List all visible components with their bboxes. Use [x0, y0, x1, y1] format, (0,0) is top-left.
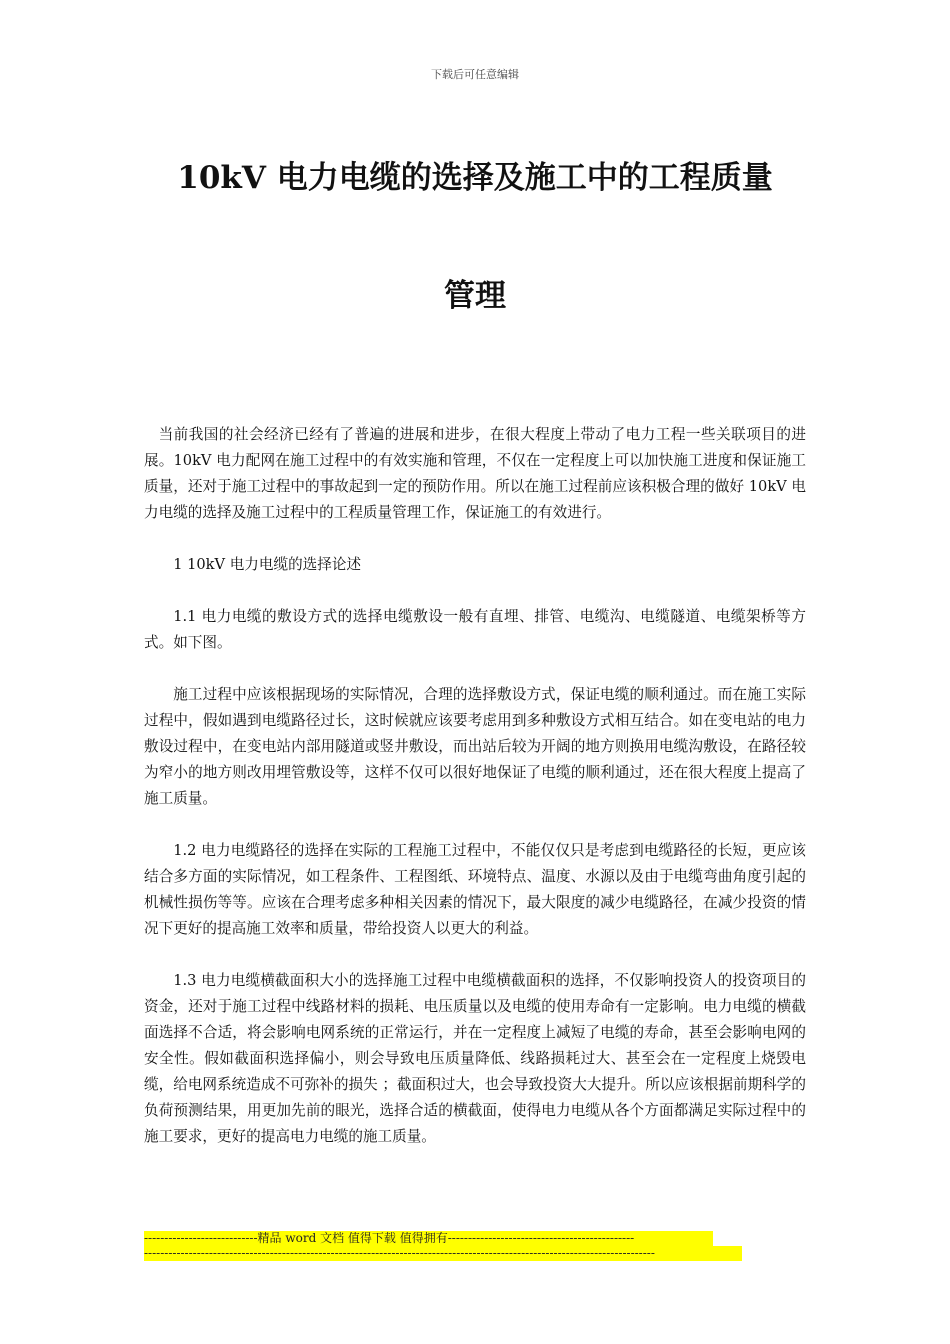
paragraph-1-3: 1.3 电力电缆横截面积大小的选择施工过程中电缆横截面积的选择，不仅影响投资人的投资项目的资金，还对于施工过程中线路材料的损耗、电压质量以及电缆的使用寿命有一定影响。电力电缆的横截面选择不合适，将会影响电网系统的正常运行，并在一定程度上减短了电缆的寿命，甚至会影响电网的安全性。假如截面积选择偏小，则会导致电压质量降低、线路损耗过大、甚至会在一定程度上烧毁电缆，给电网系统造成不可弥补的损失 ；截面积过大，也会导致投资大大提升。所以应该根据前期科学的负荷预测结果，用更加先前的眼光，选择合适的横截面，使得电力电缆从各个方面都满足实际过程中的施工要求，更好的提高电力电缆的施工质量。	[144, 972, 806, 1145]
page-header-note: 下载后可任意编辑	[431, 68, 519, 81]
paragraph-1-1: 1.1 电力电缆的敷设方式的选择电缆敷设一般有直埋、排管、电缆沟、电缆隧道、电缆架桥等方式。如下图。	[144, 608, 806, 651]
footer-line-1: ----------------------------精品 word 文档 值得下载 值得拥有----------------------------------------------	[144, 1231, 713, 1246]
paragraph-1-2: 1.2 电力电缆路径的选择在实际的工程施工过程中，不能仅仅只是考虑到电缆路径的长短，更应该结合多方面的实际情况，如工程条件、工程图纸、环境特点、温度、水源以及由于电缆弯曲角度引起的机械性损伤等等。应该在合理考虑多种相关因素的情况下，最大限度的减少电缆路径，在减少投资的情况下更好的提高施工效率和质量，带给投资人以更大的利益。	[144, 842, 806, 937]
footer-line-2: ------------------------------------------------------------------------------------------------------------------------------	[144, 1246, 742, 1261]
document-title-line-2: 管理	[444, 278, 506, 314]
section-heading-1: 1 10kV 电力电缆的选择论述	[173, 556, 362, 573]
document-body	[144, 422, 806, 1176]
document-title-line-1: 10kV 电力电缆的选择及施工中的工程质量	[177, 160, 773, 196]
footer-banner	[144, 1231, 744, 1261]
paragraph-intro: 当前我国的社会经济已经有了普遍的进展和进步，在很大程度上带动了电力工程一些关联项目的进展。10kV 电力配网在施工过程中的有效实施和管理，不仅在一定程度上可以加快施工进度和保证施工质量，还对于施工过程中的事故起到一定的预防作用。所以在施工过程前应该积极合理的做好 10kV 电力电缆的选择及施工过程中的工程质量管理工作，保证施工的有效进行。	[144, 426, 806, 521]
paragraph-construction: 施工过程中应该根据现场的实际情况，合理的选择敷设方式，保证电缆的顺利通过。而在施工实际过程中，假如遇到电缆路径过长，这时候就应该要考虑用到多种敷设方式相互结合。如在变电站的电力敷设过程中，在变电站内部用隧道或竖井敷设，而出站后较为开阔的地方则换用电缆沟敷设，在路径较为窄小的地方则改用埋管敷设等，这样不仅可以很好地保证了电缆的顺利通过，还在很大程度上提高了施工质量。	[144, 686, 806, 807]
